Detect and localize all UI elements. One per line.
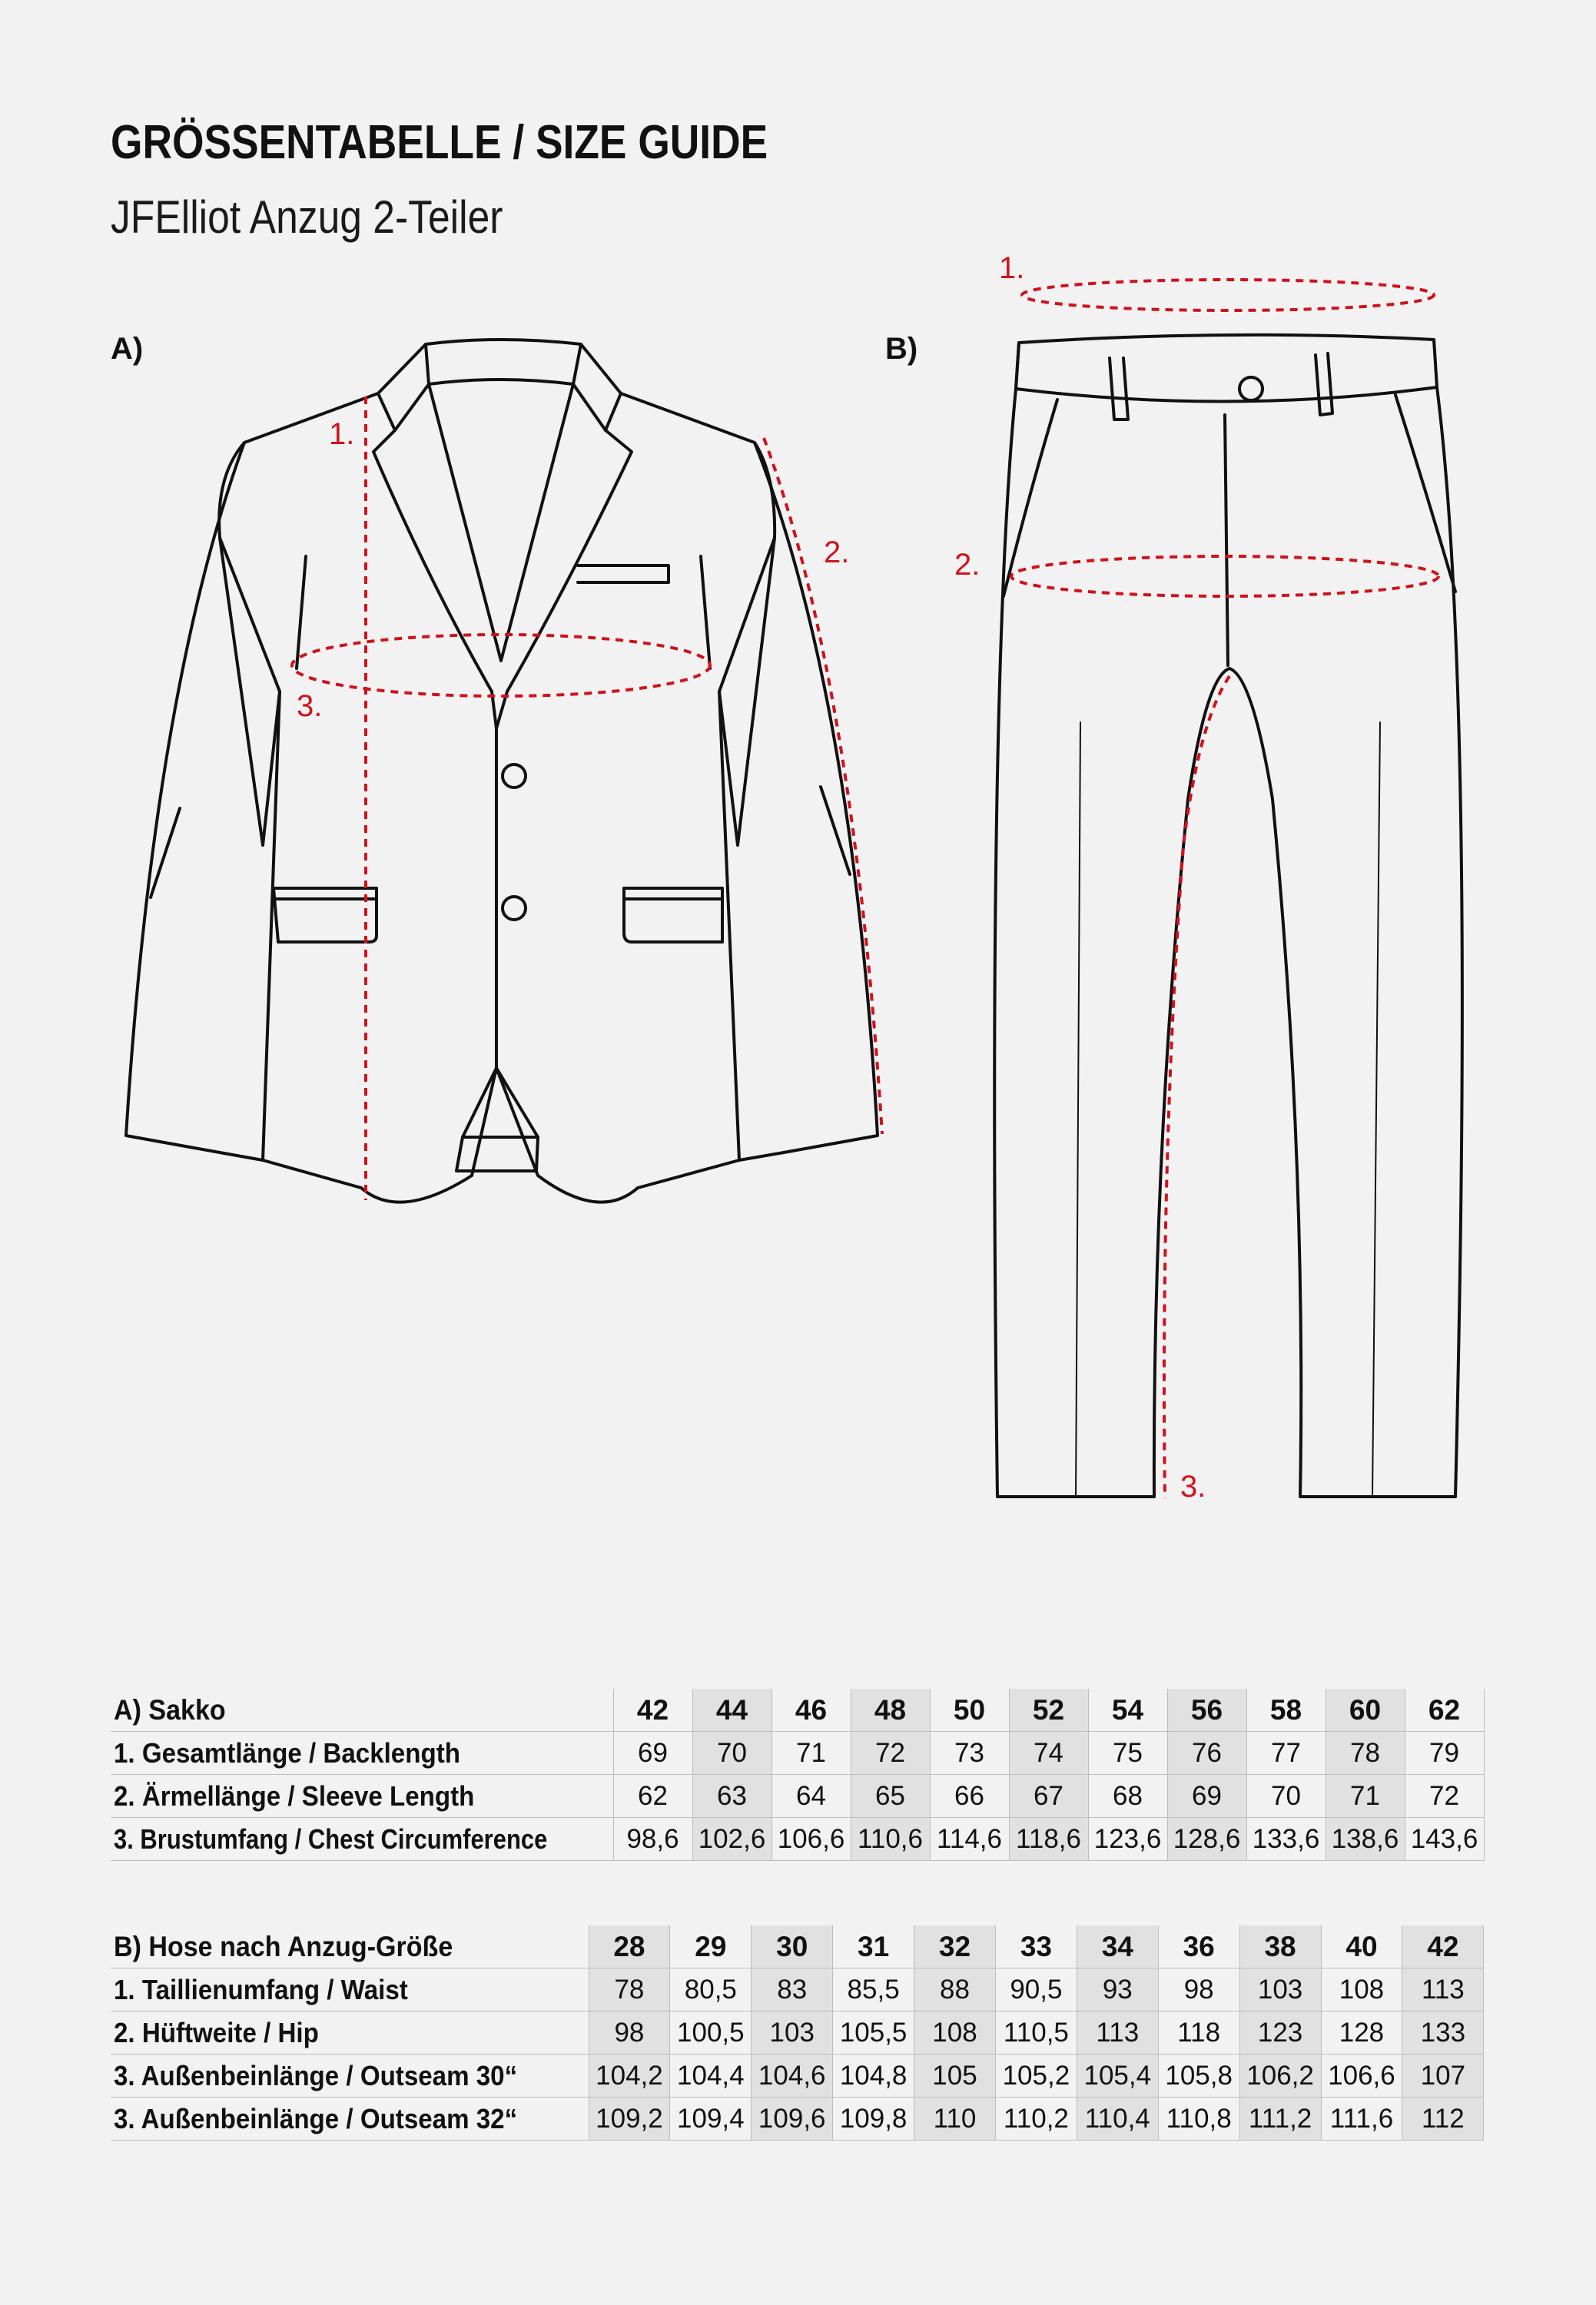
table-cell: 109,8 xyxy=(833,2098,914,2141)
jacket-button xyxy=(503,897,526,920)
table-cell: 128 xyxy=(1321,2011,1402,2055)
measure-marker-chest: 3. xyxy=(297,689,323,723)
size-header: 34 xyxy=(1077,1925,1158,1968)
table-cell: 112 xyxy=(1402,2098,1484,2141)
size-header: 36 xyxy=(1158,1925,1239,1968)
table-cell: 68 xyxy=(1088,1775,1167,1818)
table-cell: 71 xyxy=(771,1732,851,1775)
table-cell: 64 xyxy=(771,1775,851,1818)
table-cell: 62 xyxy=(613,1775,692,1818)
table-cell: 103 xyxy=(1239,1968,1321,2011)
size-header: 50 xyxy=(930,1689,1009,1732)
table-cell: 110,6 xyxy=(851,1818,930,1861)
jacket-panel-label: A) xyxy=(111,332,144,366)
table-cell: 73 xyxy=(930,1732,1009,1775)
table-cell: 104,8 xyxy=(833,2055,914,2098)
table-cell: 114,6 xyxy=(930,1818,1009,1861)
table-cell: 106,6 xyxy=(771,1818,851,1861)
table-cell: 105,5 xyxy=(833,2011,914,2055)
size-header: 32 xyxy=(914,1925,996,1968)
row-label: 2. Hüftweite / Hip xyxy=(111,2011,589,2055)
pants-panel-label: B) xyxy=(885,332,918,366)
table-row xyxy=(111,1732,1484,1775)
table-cell: 102,6 xyxy=(692,1818,771,1861)
table-cell: 113 xyxy=(1402,1968,1484,2011)
table-cell: 67 xyxy=(1009,1775,1088,1818)
table-cell: 113 xyxy=(1077,2011,1158,2055)
sakko-size-table xyxy=(111,1689,1485,1861)
table-cell: 111,2 xyxy=(1239,2098,1321,2141)
table-cell: 107 xyxy=(1402,2055,1484,2098)
table-cell: 118 xyxy=(1158,2011,1239,2055)
row-label: 3. Außenbeinlänge / Outseam 30“ xyxy=(111,2055,589,2098)
table-cell: 90,5 xyxy=(995,1968,1077,2011)
table-cell: 105,2 xyxy=(995,2055,1077,2098)
table-cell: 75 xyxy=(1088,1732,1167,1775)
table-cell: 69 xyxy=(1167,1775,1246,1818)
table-cell: 108 xyxy=(914,2011,996,2055)
pants-outline xyxy=(994,335,1462,1497)
table-title: A) Sakko xyxy=(111,1689,613,1732)
size-header: 40 xyxy=(1321,1925,1402,1968)
size-header: 54 xyxy=(1088,1689,1167,1732)
table-cell: 106,6 xyxy=(1321,2055,1402,2098)
table-header-row xyxy=(111,1689,1484,1732)
table-cell: 98,6 xyxy=(613,1818,692,1861)
hose-size-table xyxy=(111,1925,1484,2141)
measure-marker-backlength: 1. xyxy=(329,417,355,451)
size-header: 38 xyxy=(1239,1925,1321,1968)
table-cell: 65 xyxy=(851,1775,930,1818)
row-label: 3. Brustumfang / Chest Circumference xyxy=(111,1818,613,1861)
jacket-measure-lines xyxy=(292,396,882,1200)
measure-marker-hip: 2. xyxy=(954,548,980,582)
size-header: 28 xyxy=(589,1925,670,1968)
row-label: 3. Außenbeinlänge / Outseam 32“ xyxy=(111,2098,589,2141)
table-cell: 143,6 xyxy=(1405,1818,1484,1861)
table-cell: 111,6 xyxy=(1321,2098,1402,2141)
size-header: 48 xyxy=(851,1689,930,1732)
table-cell: 105 xyxy=(914,2055,996,2098)
table-cell: 109,4 xyxy=(670,2098,752,2141)
row-label: 2. Ärmellänge / Sleeve Length xyxy=(111,1775,613,1818)
table-cell: 103 xyxy=(752,2011,833,2055)
size-header: 58 xyxy=(1246,1689,1326,1732)
table-cell: 79 xyxy=(1405,1732,1484,1775)
table-cell: 110,8 xyxy=(1158,2098,1239,2141)
size-header: 31 xyxy=(833,1925,914,1968)
table-cell: 133 xyxy=(1402,2011,1484,2055)
table-cell: 110,2 xyxy=(995,2098,1077,2141)
table-cell: 106,2 xyxy=(1239,2055,1321,2098)
size-header: 62 xyxy=(1405,1689,1484,1732)
table-row xyxy=(111,2098,1484,2141)
table-cell: 71 xyxy=(1326,1775,1405,1818)
table-cell: 83 xyxy=(752,1968,833,2011)
table-cell: 118,6 xyxy=(1009,1818,1088,1861)
size-header: 42 xyxy=(613,1689,692,1732)
measure-marker-waist: 1. xyxy=(999,251,1025,285)
table-cell: 104,2 xyxy=(589,2055,670,2098)
product-name: JFElliot Anzug 2-Teiler xyxy=(111,191,503,243)
size-header: 33 xyxy=(995,1925,1077,1968)
measure-marker-outseam: 3. xyxy=(1180,1470,1206,1504)
table-cell: 72 xyxy=(1405,1775,1484,1818)
table-cell: 110,5 xyxy=(995,2011,1077,2055)
size-header: 44 xyxy=(692,1689,771,1732)
table-cell: 70 xyxy=(692,1732,771,1775)
page-title: GRÖSSENTABELLE / SIZE GUIDE xyxy=(111,116,768,169)
table-cell: 63 xyxy=(692,1775,771,1818)
table-cell: 128,6 xyxy=(1167,1818,1246,1861)
size-header: 30 xyxy=(752,1925,833,1968)
table-row xyxy=(111,2011,1484,2055)
pants-button xyxy=(1239,377,1263,400)
size-header: 56 xyxy=(1167,1689,1246,1732)
size-header: 52 xyxy=(1009,1689,1088,1732)
table-row xyxy=(111,1818,1484,1861)
table-cell: 110,4 xyxy=(1077,2098,1158,2141)
table-cell: 76 xyxy=(1167,1732,1246,1775)
jacket-outline xyxy=(126,340,878,1202)
size-header: 46 xyxy=(771,1689,851,1732)
table-title: B) Hose nach Anzug-Größe xyxy=(111,1925,589,1968)
table-cell: 74 xyxy=(1009,1732,1088,1775)
table-cell: 66 xyxy=(930,1775,1009,1818)
table-cell: 98 xyxy=(1158,1968,1239,2011)
size-header: 60 xyxy=(1326,1689,1405,1732)
table-cell: 104,4 xyxy=(670,2055,752,2098)
table-cell: 78 xyxy=(589,1968,670,2011)
table-cell: 80,5 xyxy=(670,1968,752,2011)
table-row xyxy=(111,2055,1484,2098)
table-cell: 98 xyxy=(589,2011,670,2055)
table-cell: 70 xyxy=(1246,1775,1326,1818)
table-cell: 105,4 xyxy=(1077,2055,1158,2098)
table-cell: 104,6 xyxy=(752,2055,833,2098)
measure-marker-sleeve: 2. xyxy=(824,536,850,569)
table-cell: 109,2 xyxy=(589,2098,670,2141)
table-cell: 123 xyxy=(1239,2011,1321,2055)
table-cell: 105,8 xyxy=(1158,2055,1239,2098)
table-cell: 85,5 xyxy=(833,1968,914,2011)
table-cell: 88 xyxy=(914,1968,996,2011)
table-row xyxy=(111,1968,1484,2011)
table-row xyxy=(111,1775,1484,1818)
table-cell: 133,6 xyxy=(1246,1818,1326,1861)
table-cell: 100,5 xyxy=(670,2011,752,2055)
table-cell: 78 xyxy=(1326,1732,1405,1775)
table-cell: 123,6 xyxy=(1088,1818,1167,1861)
table-cell: 138,6 xyxy=(1326,1818,1405,1861)
table-cell: 109,6 xyxy=(752,2098,833,2141)
table-cell: 93 xyxy=(1077,1968,1158,2011)
jacket-button xyxy=(503,764,526,788)
table-cell: 108 xyxy=(1321,1968,1402,2011)
table-cell: 69 xyxy=(613,1732,692,1775)
table-cell: 77 xyxy=(1246,1732,1326,1775)
row-label: 1. Gesamtlänge / Backlength xyxy=(111,1732,613,1775)
table-header-row xyxy=(111,1925,1484,1968)
row-label: 1. Taillienumfang / Waist xyxy=(111,1968,589,2011)
table-cell: 72 xyxy=(851,1732,930,1775)
table-cell: 110 xyxy=(914,2098,996,2141)
size-header: 42 xyxy=(1402,1925,1484,1968)
size-header: 29 xyxy=(670,1925,752,1968)
